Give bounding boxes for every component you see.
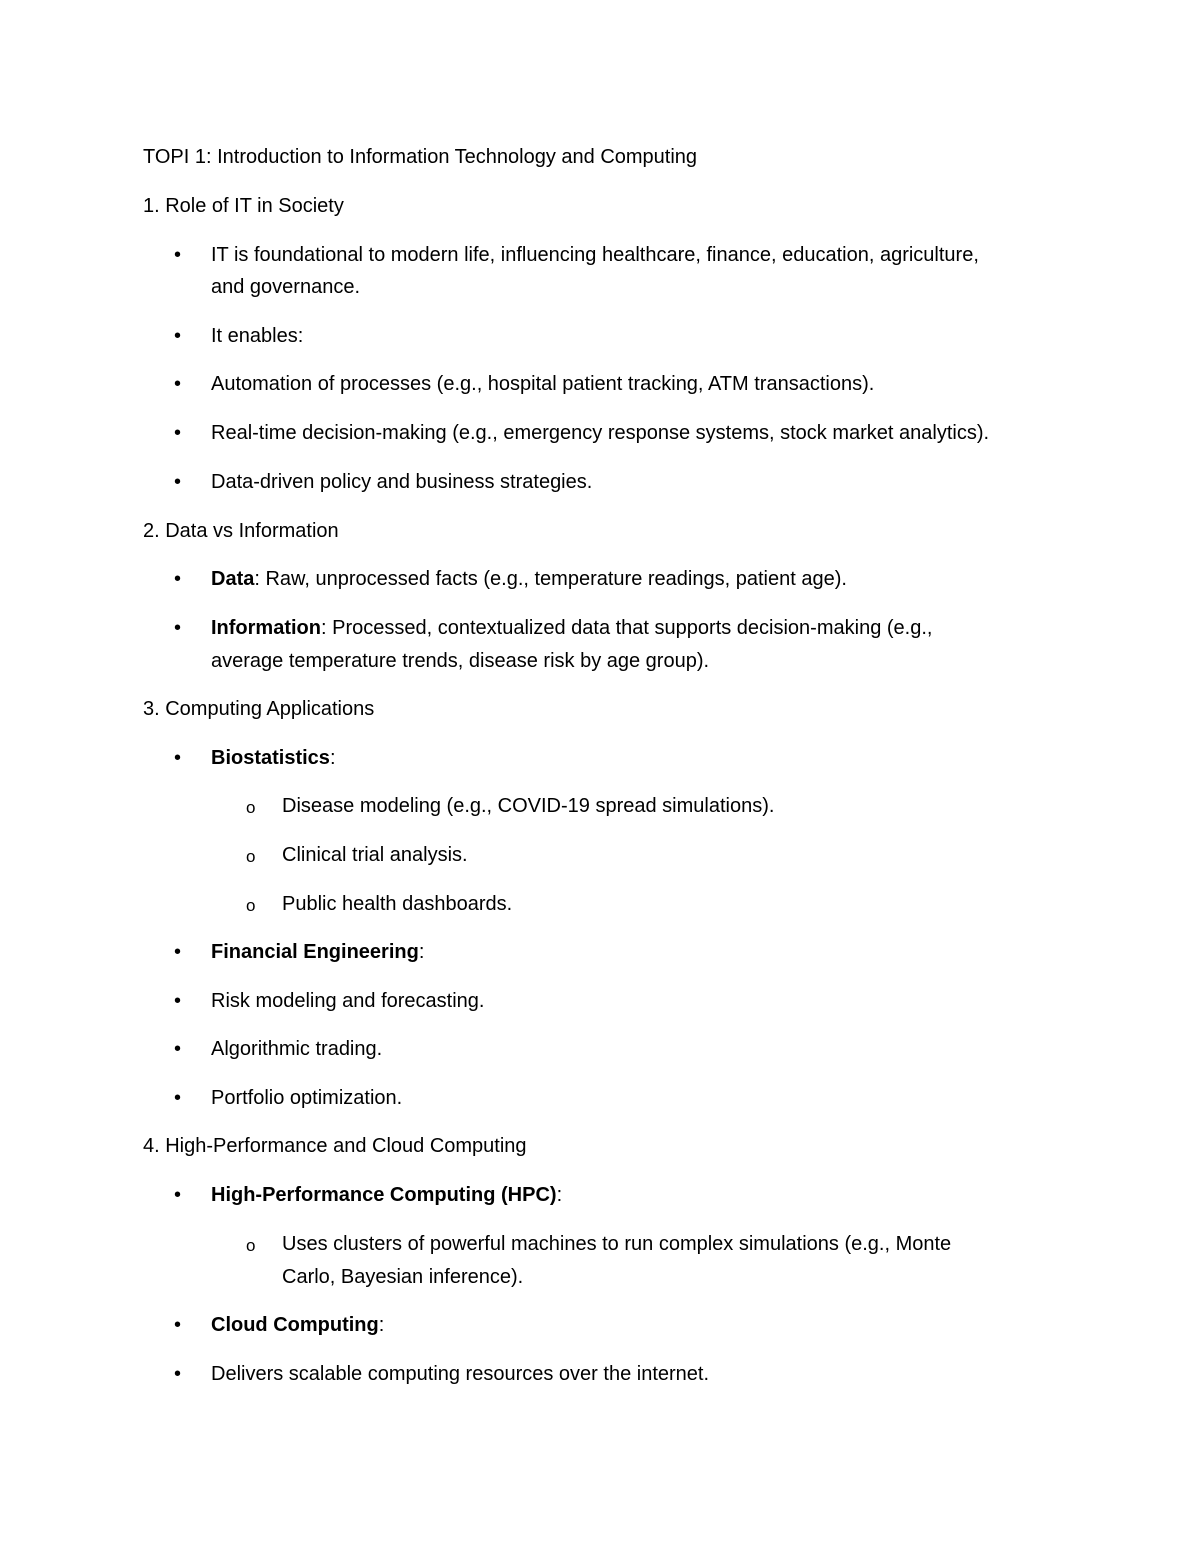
biostatistics-term: Biostatistics [211, 747, 330, 769]
bullet-icon: • [174, 617, 182, 639]
bio-sub-item-2: Clinical trial analysis. [282, 844, 468, 866]
bullet-icon: • [174, 1314, 182, 1336]
cloud-computing-term: Cloud Computing [211, 1314, 379, 1336]
sub-bullet-icon: o [246, 798, 256, 817]
bullet-icon: • [174, 244, 182, 266]
bullet-icon: • [174, 990, 182, 1012]
cloud-item-1: Delivers scalable computing resources over the internet. [211, 1363, 710, 1385]
bio-sub-item-3: Public health dashboards. [282, 893, 513, 915]
fin-item-3: Portfolio optimization. [211, 1087, 403, 1109]
s1-item-3: Automation of processes (e.g., hospital patient tracking, ATM transactions). [211, 373, 875, 395]
s3-financial-item [211, 940, 424, 964]
section-2-heading: 2. Data vs Information [143, 520, 339, 542]
s1-item-2: It enables: [211, 325, 304, 347]
sub-bullet-icon: o [246, 847, 256, 866]
s2-info-item-line-2: average temperature trends, disease risk by age group). [211, 650, 710, 672]
bullet-icon: • [174, 568, 182, 590]
bio-sub-item-1: Disease modeling (e.g., COVID-19 spread simulations). [282, 795, 775, 817]
hpc-sub-item-1-line-2: Carlo, Bayesian inference). [282, 1266, 524, 1288]
section-4-heading: 4. High-Performance and Cloud Computing [143, 1135, 527, 1157]
fin-item-2: Algorithmic trading. [211, 1038, 383, 1060]
bullet-icon: • [174, 1363, 182, 1385]
bullet-icon: • [174, 471, 182, 493]
s1-item-5: Data-driven policy and business strategies. [211, 471, 593, 493]
financial-engineering-term: Financial Engineering [211, 941, 419, 963]
bullet-icon: • [174, 1087, 182, 1109]
s1-item-4: Real-time decision-making (e.g., emergency response systems, stock market analytics). [211, 422, 990, 444]
s4-hpc-item [211, 1183, 562, 1207]
data-definition: : Raw, unprocessed facts (e.g., temperature readings, patient age). [254, 568, 847, 590]
s1-item-1-line-1: IT is foundational to modern life, influencing healthcare, finance, education, agriculture, [211, 244, 979, 266]
bullet-icon: • [174, 747, 182, 769]
s2-data-item [211, 567, 847, 591]
s2-info-item-line-1 [211, 616, 932, 640]
s3-biostatistics-item [211, 746, 336, 770]
section-3-heading: 3. Computing Applications [143, 698, 375, 720]
information-term: Information [211, 617, 321, 639]
information-definition: : Processed, contextualized data that supports decision-making (e.g., [321, 617, 933, 639]
sub-bullet-icon: o [246, 896, 256, 915]
colon: : [329, 747, 336, 769]
bullet-icon: • [174, 1038, 182, 1060]
bullet-icon: • [174, 373, 182, 395]
colon: : [378, 1314, 385, 1336]
bullet-icon: • [174, 1184, 182, 1206]
document-title: TOPI 1: Introduction to Information Technology and Computing [143, 146, 698, 168]
bullet-icon: • [174, 422, 182, 444]
section-1-heading: 1. Role of IT in Society [143, 195, 344, 217]
data-term: Data [211, 568, 255, 590]
colon: : [556, 1184, 563, 1206]
fin-item-1: Risk modeling and forecasting. [211, 990, 485, 1012]
sub-bullet-icon: o [246, 1236, 256, 1255]
colon: : [418, 941, 425, 963]
bullet-icon: • [174, 325, 182, 347]
hpc-term: High-Performance Computing (HPC) [211, 1184, 557, 1206]
s1-item-1-line-2: and governance. [211, 276, 361, 298]
s4-cloud-item [211, 1313, 384, 1337]
bullet-icon: • [174, 941, 182, 963]
hpc-sub-item-1-line-1: Uses clusters of powerful machines to run complex simulations (e.g., Monte [282, 1233, 952, 1255]
